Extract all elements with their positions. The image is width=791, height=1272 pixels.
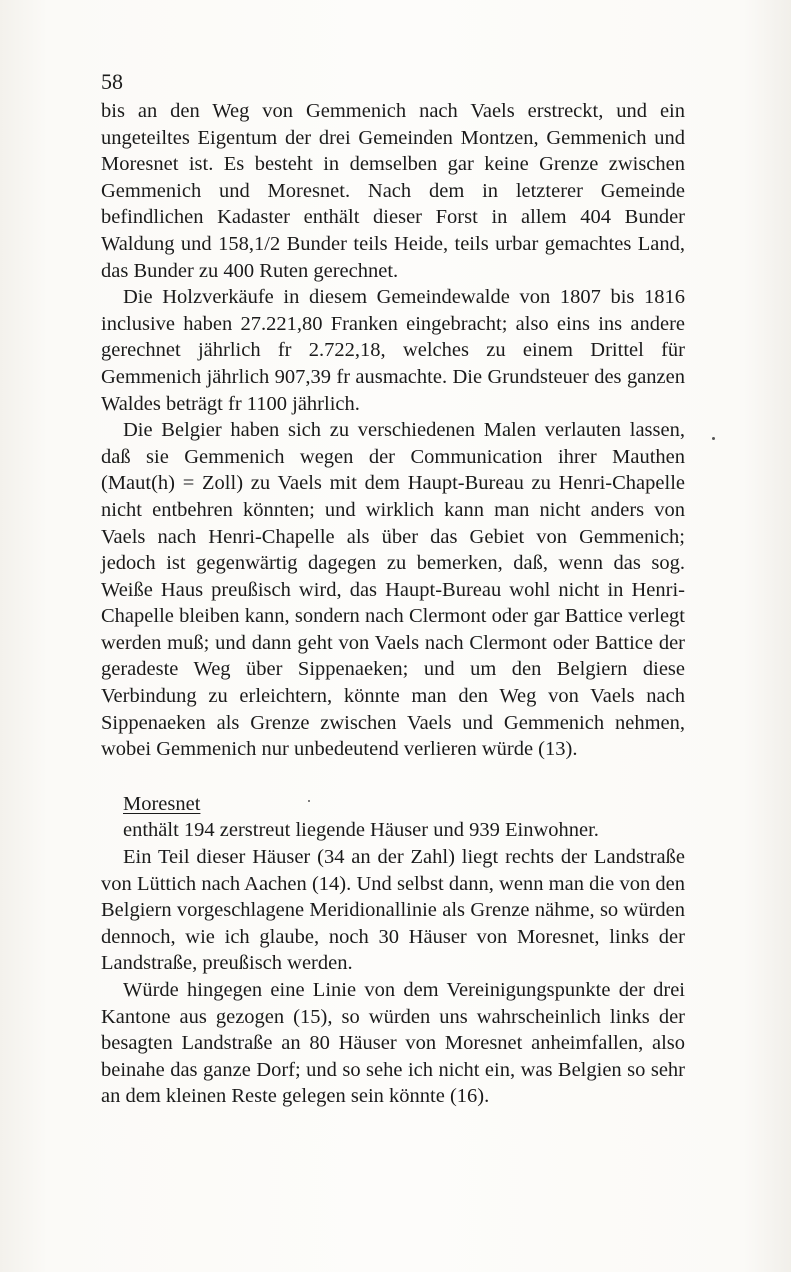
section-subline: enthält 194 zerstreut liegende Häuser und 939 Einwohner. bbox=[123, 819, 599, 842]
section-spacer bbox=[101, 763, 685, 791]
page-number: 58 bbox=[101, 69, 123, 94]
section-heading-line bbox=[101, 791, 685, 818]
paragraph-5: Würde hingegen eine Linie von dem Vereinigungspunkte der drei Kantone aus gezogen (15), so würden uns wahrscheinlich links der besagten Landstraße an 80 Häuser von Moresnet anheimfallen, also beinahe das ganze Dorf; und so sehe ich nicht ein, was Belgien so sehr an dem kleinen Reste gelegen sein könnte (16). bbox=[101, 979, 685, 1108]
paragraph-2: Die Holzverkäufe in diesem Gemeindewalde von 1807 bis 1816 inclusive haben 27.221,80 Franken eingebracht; also eins ins andere gerechnet jährlich fr 2.722,18, welches zu einem Drittel für Gemmenich jährlich 907,39 fr ausmachte. Die Grundsteuer des ganzen Waldes beträgt fr 1100 jährlich. bbox=[101, 286, 685, 415]
section-heading-moresnet: Moresnet bbox=[123, 792, 201, 815]
print-speck bbox=[308, 800, 310, 802]
paragraph-3: Die Belgier haben sich zu verschiedenen Malen verlauten lassen, daß sie Gemmenich wegen der Communication ihrer Mauthen (Maut(h) = Zoll) zu Vaels mit dem Haupt-Bureau zu Henri-Chapelle nicht entbehren könnten; und wirklich kann man nicht anders von Vaels nach Henri-Chapelle als über das Gebiet von Gemmenich; jedoch ist gegenwärtig dagegen zu bemerken, daß, wenn das sog. Weiße Haus preußisch wird, das Haupt-Bureau wohl nicht in Henri-Chapelle bleiben kann, sondern nach Clermont oder gar Battice verlegt werden muß; und dann geht von Vaels nach Clermont oder Battice der geradeste Weg über Sippenaeken; und um den Belgiern diese Verbindung zu erleichtern, könnte man den Weg von Vaels nach Sippenaeken als Grenze zwischen Vaels und Gemmenich nehmen, wobei Gemmenich nur unbedeutend verlieren würde (13). bbox=[101, 419, 685, 761]
paragraph-4: Ein Teil dieser Häuser (34 an der Zahl) liegt rechts der Landstraße von Lüttich nach Aachen (14). Und selbst dann, wenn man die von den Belgiern vorgeschlagene Meridionallinie als Grenze nähme, so würden dennoch, wie ich glaube, noch 30 Häuser von Moresnet, links der Landstraße, preußisch werden. bbox=[101, 846, 685, 975]
paragraph-1: bis an den Weg von Gemmenich nach Vaels erstreckt, und ein ungeteiltes Eigentum der drei Gemeinden Montzen, Gemmenich und Moresnet ist. Es besteht in demselben gar keine Grenze zwischen Gemmenich und Moresnet. Nach dem in letzterer Gemeinde befindlichen Kadaster enthält dieser Forst in allem 404 Bunder Waldung und 158,1/2 Bunder teils Heide, teils urbar gemachtes Land, das Bunder zu 400 Ruten gerechnet. bbox=[101, 100, 685, 282]
print-speck bbox=[712, 437, 715, 440]
body-text bbox=[101, 98, 685, 1110]
